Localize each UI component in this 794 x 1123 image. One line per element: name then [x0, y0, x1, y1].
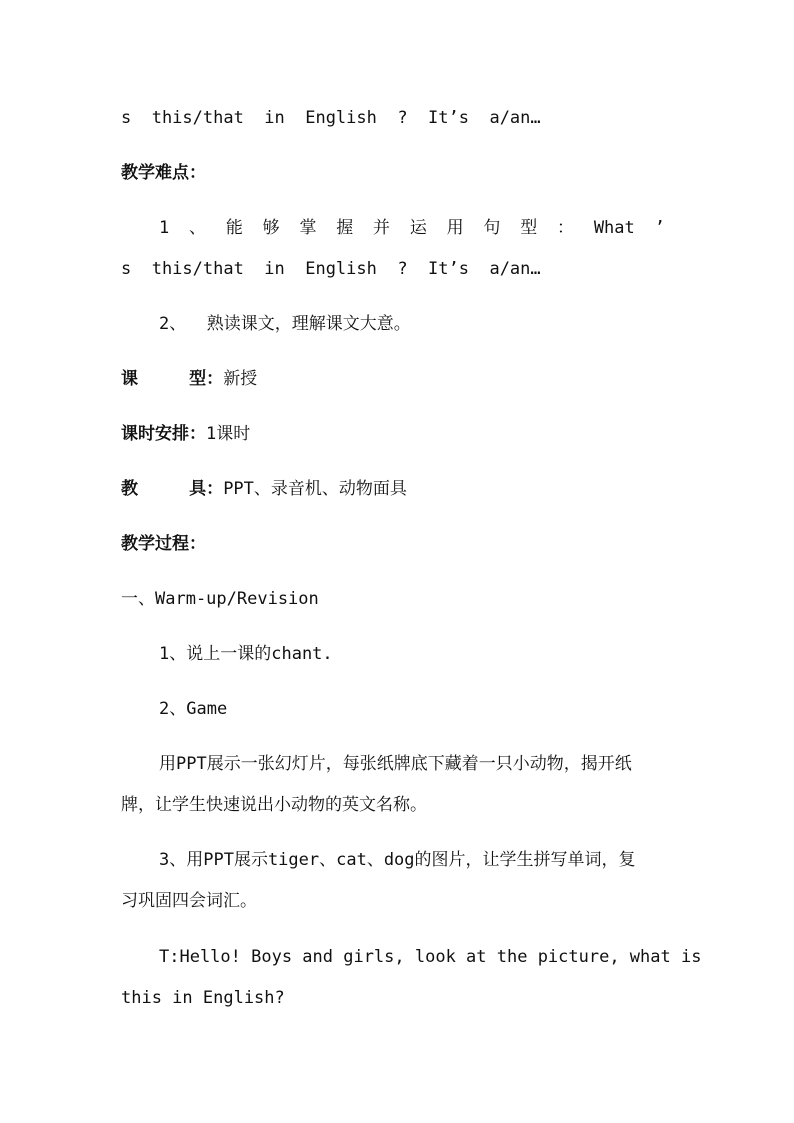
- token: 掌: [299, 218, 317, 238]
- lesson-type-row: [121, 368, 257, 390]
- text-line-difficulty-2: 2、 熟读课文，理解课文大意。: [159, 314, 411, 334]
- game-description-line-2: 牌，让学生快速说出小动物的英文名称。: [121, 795, 427, 815]
- schedule-label: 课时安排：: [121, 424, 206, 444]
- teacher-dialogue-line-2: this in English?: [121, 988, 285, 1008]
- token: 能: [225, 218, 243, 238]
- token: 、: [189, 218, 207, 238]
- step-1: 1、说上一课的chant.: [159, 644, 333, 664]
- schedule-value: 1课时: [206, 424, 251, 444]
- step-3-line-2: 习巩固四会词汇。: [121, 891, 257, 911]
- lesson-type-label: 课 型：: [121, 369, 224, 389]
- text-line-sentence-pattern-cont: s this/that in English ? It’s a/an…: [121, 108, 541, 128]
- token: 句: [483, 218, 501, 238]
- token: What: [593, 218, 635, 238]
- lesson-type-value: 新授: [223, 369, 258, 389]
- token: ：: [557, 218, 575, 238]
- materials-value: PPT、录音机、动物面具: [223, 479, 407, 499]
- step-3-line-1: 3、用PPT展示tiger、cat、dog的图片，让学生拼写单词，复: [159, 850, 636, 870]
- token: ’: [654, 218, 665, 238]
- text-line-difficulty-1-cont: s this/that in English ? It’s a/an…: [121, 259, 541, 279]
- token: 1: [159, 218, 170, 238]
- text-line-difficulty-1: [159, 217, 665, 239]
- section-warmup: 一、Warm-up/Revision: [121, 589, 319, 609]
- teacher-dialogue-line-1: T:Hello! Boys and girls, look at the picture, what is: [159, 947, 702, 967]
- heading-difficulties: 教学难点：: [121, 163, 206, 183]
- step-2: 2、Game: [159, 699, 228, 719]
- token: 并: [373, 218, 391, 238]
- game-description-line-1: 用PPT展示一张幻灯片，每张纸牌底下藏着一只小动物，揭开纸: [159, 754, 632, 774]
- token: 用: [446, 218, 464, 238]
- token: 运: [409, 218, 427, 238]
- materials-row: [121, 478, 407, 500]
- token: 够: [262, 218, 280, 238]
- heading-process: 教学过程：: [121, 534, 206, 554]
- token: 型: [520, 218, 538, 238]
- token: 握: [336, 218, 354, 238]
- schedule-row: [121, 423, 250, 445]
- materials-label: 教 具：: [121, 479, 224, 499]
